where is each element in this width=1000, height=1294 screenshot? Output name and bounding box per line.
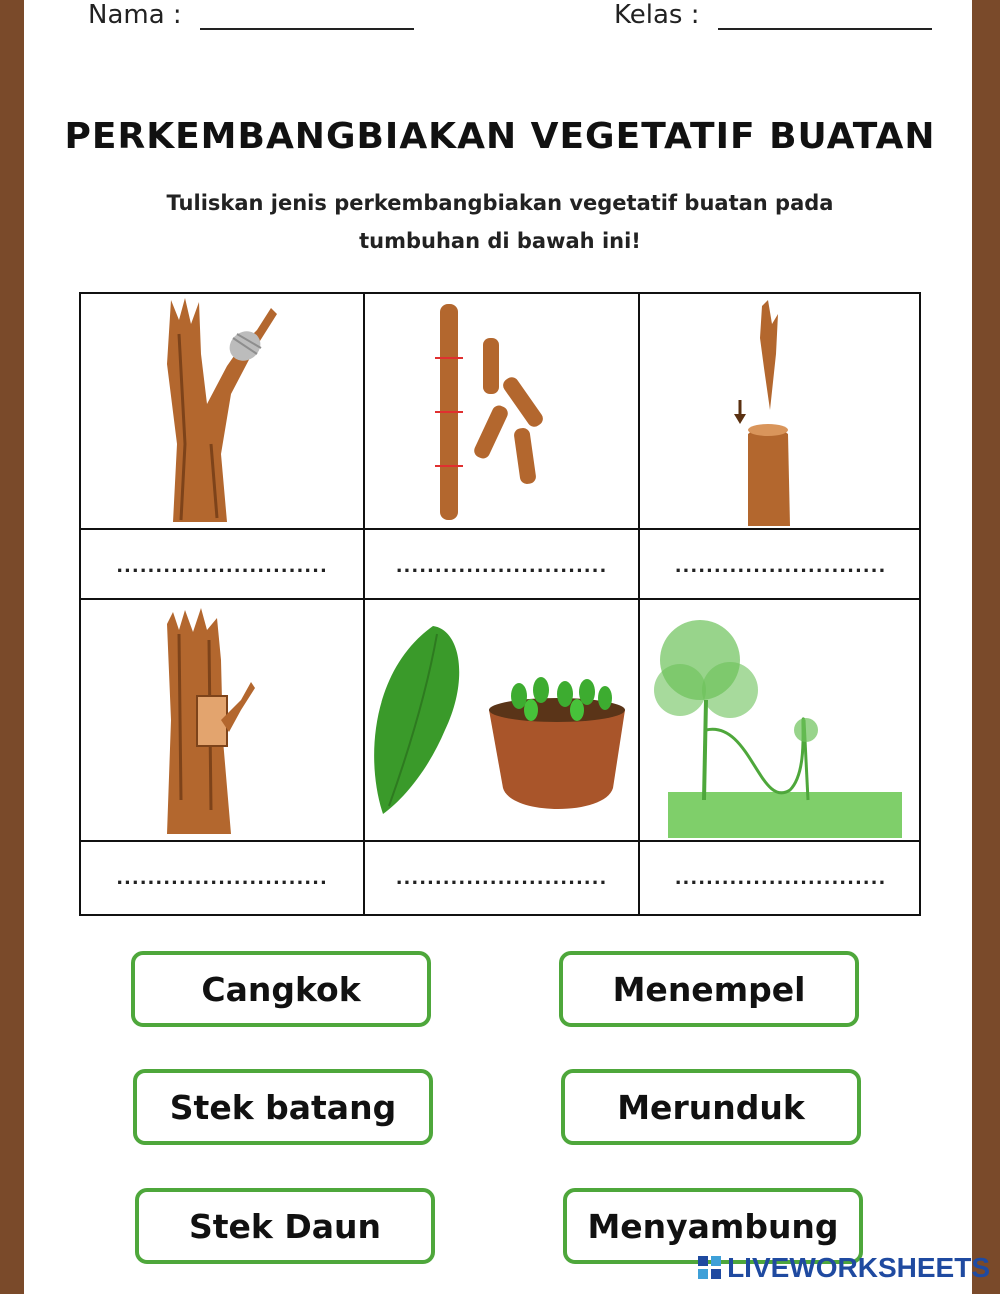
cangkok-illustration [81, 294, 363, 528]
answer-blank-2[interactable]: ........................... [395, 556, 608, 577]
answer-blank-4[interactable]: ........................... [116, 868, 328, 889]
nama-label: Nama : [88, 0, 182, 30]
instruction [0, 184, 1000, 260]
answer-blank-5[interactable]: ........................... [395, 868, 608, 889]
instruction-line-2: tumbuhan di bawah ini! [359, 229, 641, 253]
merunduk-illustration [640, 600, 921, 840]
option-merunduk[interactable]: Merunduk [561, 1069, 861, 1145]
sambung-illustration [640, 294, 921, 528]
answer-blank-3[interactable]: ........................... [674, 556, 887, 577]
liveworksheets-icon [697, 1255, 723, 1281]
option-stek-daun[interactable]: Stek Daun [135, 1188, 435, 1264]
option-menempel[interactable]: Menempel [559, 951, 859, 1027]
picture-grid [79, 292, 921, 916]
stek-batang-illustration [365, 294, 638, 528]
option-stek-batang[interactable]: Stek batang [133, 1069, 433, 1145]
kelas-label: Kelas : [614, 0, 700, 30]
kelas-blank[interactable] [718, 4, 932, 30]
answer-blank-1[interactable]: ........................... [116, 556, 328, 577]
brand-text: LIVEWORKSHEETS [727, 1252, 990, 1283]
liveworksheets-logo [697, 1252, 990, 1284]
nama-field [88, 0, 414, 40]
page-title: PERKEMBANGBIAKAN VEGETATIF BUATAN [64, 116, 936, 157]
option-menyambung[interactable]: Menyambung [563, 1188, 863, 1264]
instruction-line-1: Tuliskan jenis perkembangbiakan vegetatif buatan pada [166, 191, 834, 215]
answer-blank-6[interactable]: ........................... [674, 868, 887, 889]
nama-blank[interactable] [200, 4, 414, 30]
menempel-illustration [81, 600, 363, 840]
kelas-field [614, 0, 932, 40]
stek-daun-illustration [365, 600, 638, 840]
option-cangkok[interactable]: Cangkok [131, 951, 431, 1027]
